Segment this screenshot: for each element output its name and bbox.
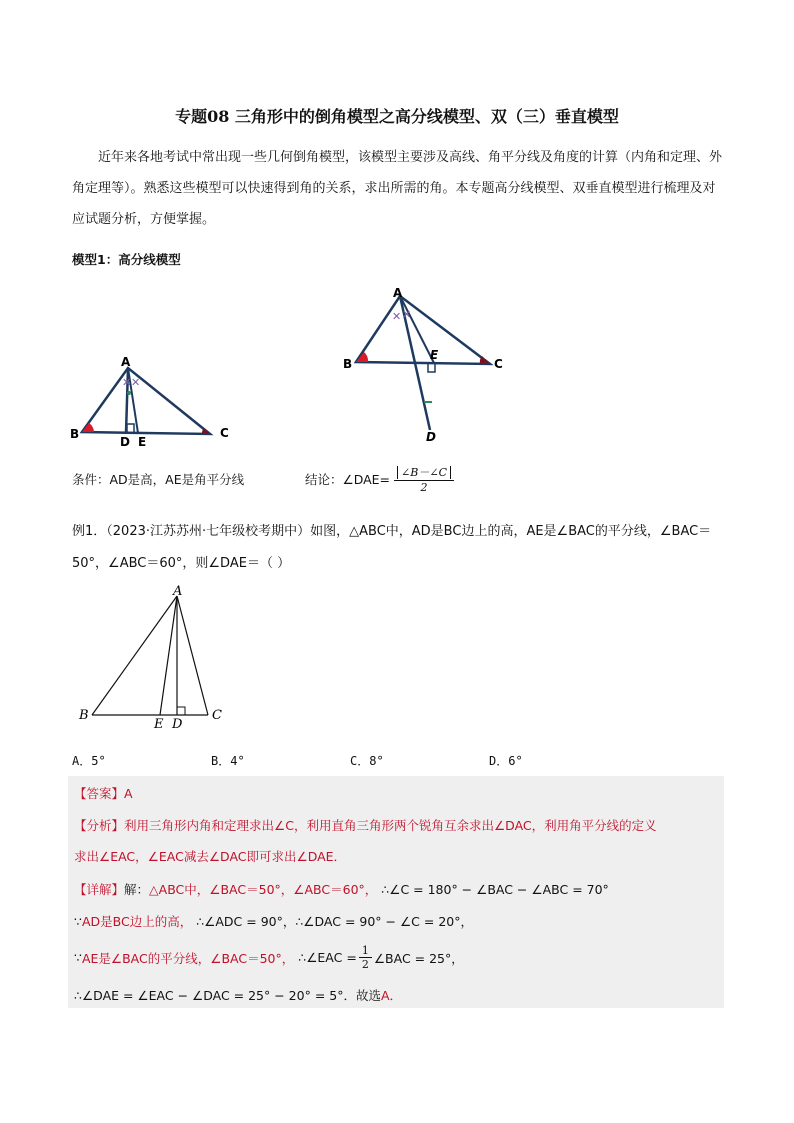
half-fraction — [359, 944, 372, 971]
intro-paragraph: 近年来各地考试中常出现一些几何倒角模型，该模型主要涉及高线、角平分线及角度的计算（内角和定理、外角定理等）。熟悉这些模型可以快速得到角的关系，求出所需的角。本专题高分线模型、双垂直模型进行梳理及对应试题分析，方便掌握。 — [72, 150, 723, 227]
option-d[interactable]: D．6° — [489, 754, 523, 768]
detail-3b: AE是∠BAC的平分线，∠BAC＝50°， — [81, 950, 295, 966]
condition-text: 条件：AD是高，AE是角平分线 — [72, 472, 245, 487]
svg-text:✕: ✕ — [392, 310, 402, 323]
svg-text:✕: ✕ — [122, 376, 132, 389]
analysis-tag: 【分析】 — [74, 818, 125, 833]
analysis-text-1: 利用三角形内角和定理求出∠C，利用直角三角形两个锐角互余求出∠DAC，利用角平分线的定义 — [124, 818, 657, 833]
label-D: D — [426, 430, 436, 444]
conclusion-numerator: ∠B－∠C — [397, 466, 451, 479]
answer-line — [74, 784, 133, 802]
detail-3c: ∴∠EAC = — [298, 950, 357, 965]
analysis-line-2: 求出∠EAC，∠EAC减去∠DAC即可求出∠DAE． — [74, 849, 347, 864]
label-B: B — [79, 708, 89, 723]
svg-text:✕: ✕ — [402, 308, 412, 321]
option-a[interactable]: A．5° — [72, 754, 106, 768]
detail-1a: 解： — [124, 882, 150, 897]
svg-text:✕: ✕ — [131, 376, 141, 389]
detail-line-3 — [74, 944, 464, 971]
answer-tag: 【答案】 — [74, 786, 125, 801]
label-D: D — [172, 717, 183, 732]
option-c[interactable]: C．8° — [350, 754, 384, 768]
detail-tag: 【详解】 — [74, 882, 125, 897]
detail-1c: ∴∠C = 180° − ∠BAC − ∠ABC = 70° — [381, 882, 609, 897]
detail-2c: ∴∠ADC = 90°，∴∠DAC = 90° − ∠C = 20°， — [196, 914, 473, 929]
label-C: C — [212, 708, 222, 723]
example-1-figure — [72, 582, 242, 732]
conclusion — [305, 464, 454, 494]
detail-2a: ∵ — [74, 914, 82, 929]
label-E: E — [430, 348, 439, 362]
detail-2b: AD是BC边上的高， — [81, 914, 193, 929]
detail-4-answer: A． — [380, 988, 403, 1003]
conclusion-denominator: 2 — [420, 481, 428, 494]
model-heading: 模型1：高分线模型 — [72, 252, 181, 267]
detail-3a: ∵ — [74, 950, 82, 965]
option-b[interactable]: B．4° — [211, 754, 245, 768]
label-A: A — [173, 584, 183, 599]
label-B: B — [343, 357, 353, 371]
conclusion-fraction — [394, 464, 454, 494]
label-D: D — [120, 435, 130, 449]
example-1-question: 例1．（2023·江苏苏州·七年级校考期中）如图，△ABC中，AD是BC边上的高，AE是∠BAC的平分线，∠BAC＝50°，∠ABC＝60°，则∠DAE＝（ ） — [72, 524, 712, 571]
figure-height-bisector-2 — [338, 284, 518, 444]
detail-line-1 — [74, 880, 609, 898]
label-B: B — [70, 427, 80, 441]
label-A: A — [393, 286, 403, 300]
detail-line-4 — [74, 986, 402, 1004]
page-title: 专题08 三角形中的倒角模型之高分线模型、双（三）垂直模型 — [175, 107, 619, 126]
detail-4: ∴∠DAE = ∠EAC − ∠DAC = 25° − 20° = 5°．故选 — [74, 988, 381, 1003]
detail-1b: △ABC中，∠BAC＝50°，∠ABC＝60°， — [149, 882, 378, 897]
analysis-line-1 — [74, 816, 657, 834]
answer-value: A — [124, 786, 133, 801]
label-E: E — [154, 717, 164, 732]
label-A: A — [121, 355, 131, 369]
half-num: 1 — [359, 944, 372, 958]
label-E: E — [138, 435, 147, 449]
detail-3d: ∠BAC = 25°， — [373, 950, 464, 966]
half-den: 2 — [361, 958, 369, 971]
answer-options — [72, 752, 632, 769]
label-C: C — [494, 357, 503, 371]
label-C: C — [220, 426, 229, 440]
figure-height-bisector-1 — [66, 352, 246, 452]
conclusion-label: 结论：∠DAE= — [305, 472, 391, 487]
detail-line-2 — [74, 912, 473, 930]
